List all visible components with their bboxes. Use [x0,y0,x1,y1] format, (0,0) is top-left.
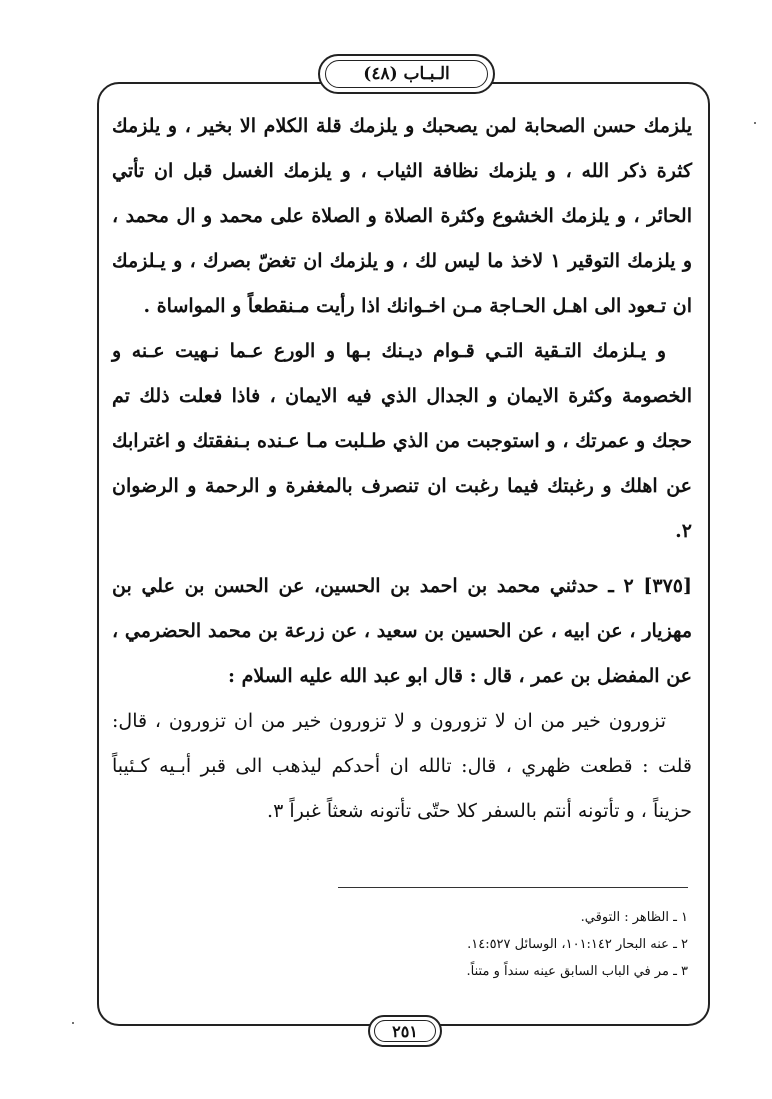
chapter-title: الـبـاب (٤٨) [363,64,450,84]
footnote-3: ٣ ـ مر في الباب السابق عينه سنداً و متناً. [466,964,688,979]
scan-speck [72,1022,74,1024]
footnote-divider [338,887,688,888]
hadith-narration-chain: [٣٧٥] ٢ ـ حدثني محمد بن احمد بن الحسين، عن الحسن بن علي بن مهزيار ، عن ابيه ، عن الحسين بن سعيد ، عن زرعة بن محمد الحضرمي ، عن المفضل بن عمر ، قال : قال ابو عبد الله عليه السلام : [112,575,692,687]
hadith-text: تزورون خير من ان لا تزورون و لا تزورون خير من ان تزورون ، قال: قلت : قطعت ظهري ، قال: تالله ان أحدكم ليذهب الى قبر أبـيه كـئيباً حزيناً ، و تأتونه أنتم بالسفر كلا حتّى تأتونه شعثاً غبراً ٣. [112,710,692,822]
scan-speck [754,122,756,124]
footnotes [338,904,688,985]
footnote-2: ٢ ـ عنه البحار ١٠١:١٤٢، الوسائل ١٤:٥٢٧. [467,937,688,952]
paragraph-1: يلزمك حسن الصحابة لمن يصحبك و يلزمك قلة الكلام الا بخير ، و يلزمك كثرة ذكر الله ، و يلزمك نظافة الثياب ، و يلزمك الغسل قبل ان تأتي الحائر ، و يلزمك الخشوع وكثرة الصلاة و الصلاة على محمد و ال محمد ، و يلزمك التوقير ١ لاخذ ما ليس لك ، و يلزمك ان تغضّ بصرك ، و يـلزمك ان تـعود الى اهـل الحـاجة مـن اخـوانك اذا رأيت مـنقطعاً و المواساة . [112,115,692,317]
page-number-badge [368,1015,442,1047]
footnote-1: ١ ـ الظاهر : التوقي. [580,910,688,925]
main-text [112,104,692,834]
paragraph-2: و يـلزمك التـقية التـي قـوام ديـنك بـها و الورع عـما نـهيت عـنه و الخصومة وكثرة الايمان و الجدال الذي فيه الايمان ، فاذا فعلت ذلك تم حجك و عمرتك ، و استوجبت من الذي طـلبت مـا عـنده بـنفقتك و اغترابك عن اهلك و رغبتك فيما رغبت ان تنصرف بالمغفرة و الرحمة و الرضوان ٢. [112,340,692,542]
chapter-header [318,54,495,94]
page-number: ٢٥١ [392,1021,418,1041]
